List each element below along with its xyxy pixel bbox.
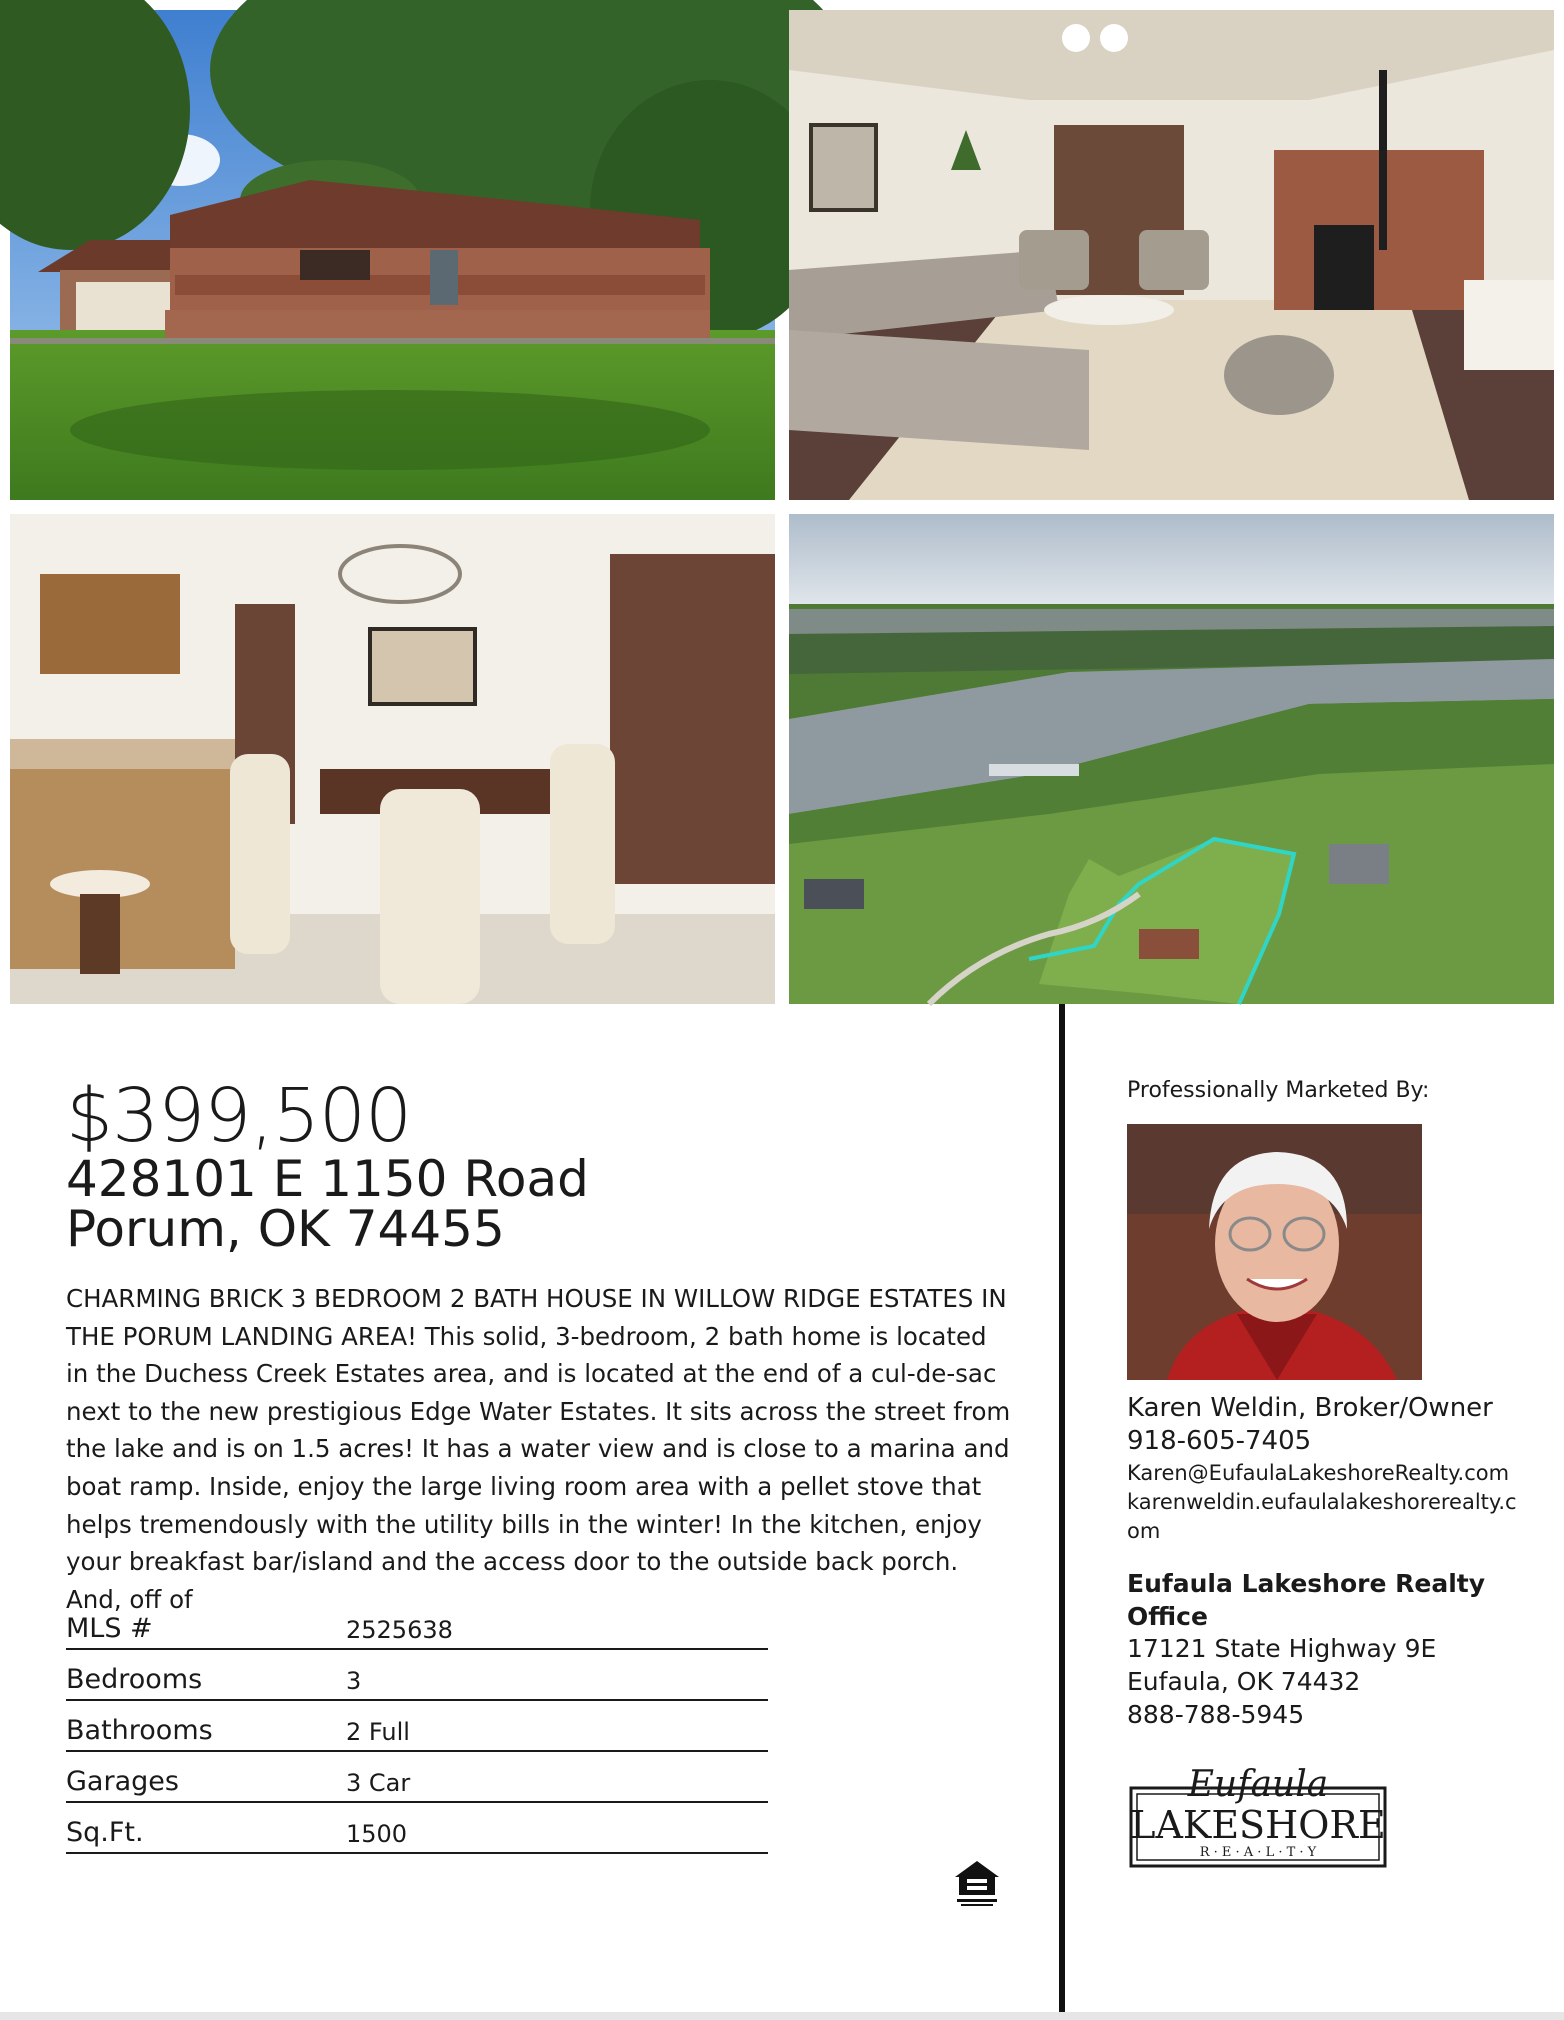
office-city: Eufaula, OK 74432 xyxy=(1127,1667,1361,1696)
fact-label: Garages xyxy=(66,1766,179,1797)
photo-living-room xyxy=(789,10,1554,500)
agent-email-link[interactable]: Karen@EufaulaLakeshoreRealty.com xyxy=(1127,1461,1510,1485)
office-street: 17121 State Highway 9E xyxy=(1127,1634,1437,1663)
brokerage-logo xyxy=(1128,1758,1388,1870)
photo-aerial-lake xyxy=(789,514,1554,1004)
fact-row-bathrooms xyxy=(66,1701,768,1752)
agent-portrait xyxy=(1127,1124,1422,1380)
fact-value: 2 Full xyxy=(346,1718,410,1746)
column-divider xyxy=(1059,1004,1065,2012)
fact-label: Bedrooms xyxy=(66,1664,203,1695)
fact-value: 1500 xyxy=(346,1820,408,1848)
agent-phone[interactable]: 918-605-7405 xyxy=(1127,1426,1312,1456)
agent-website-link[interactable]: karenweldin.eufaulalakeshorerealty.com xyxy=(1127,1490,1517,1543)
office-name: Eufaula Lakeshore Realty Office xyxy=(1127,1569,1486,1631)
fact-value: 3 Car xyxy=(346,1769,411,1797)
photo-dining-room xyxy=(10,514,775,1004)
fact-label: MLS # xyxy=(66,1613,153,1644)
address-street: 428101 E 1150 Road xyxy=(66,1150,589,1208)
address-city: Porum, OK 74455 xyxy=(66,1200,505,1258)
fact-row-mls xyxy=(66,1599,768,1650)
svg-text:Eufaula: Eufaula xyxy=(1187,1764,1329,1805)
photo-house-exterior xyxy=(10,10,775,500)
marketed-by-label: Professionally Marketed By: xyxy=(1127,1078,1430,1103)
listing-description: CHARMING BRICK 3 BEDROOM 2 BATH HOUSE IN WILLOW RIDGE ESTATES IN THE PORUM LANDING AREA! This solid, 3-bedroom, 2 bath home is located in the Duchess Creek Estates area, and is located at the end of a cul-de-sac next to the new prestigious Edge Water Estates. It sits across the street from the lake and is on 1.5 acres! It has a water view and is close to a marina and boat ramp. Inside, enjoy the large living room area with a pellet stove that helps tremendously with the utility bills in the winter! In the kitchen, enjoy your breakfast bar/island and the access door to the outside back porch. And, off of xyxy=(66,1284,1011,1614)
fact-row-garages xyxy=(66,1752,768,1803)
fact-value: 2525638 xyxy=(346,1616,453,1644)
agent-name: Karen Weldin, Broker/Owner xyxy=(1127,1393,1493,1423)
fact-label: Sq.Ft. xyxy=(66,1817,144,1848)
svg-text:R · E · A · L · T · Y: R · E · A · L · T · Y xyxy=(1199,1845,1317,1860)
office-phone[interactable]: 888-788-5945 xyxy=(1127,1700,1305,1729)
fact-value: 3 xyxy=(346,1667,362,1695)
page-bottom-bar xyxy=(0,2012,1564,2020)
listing-price: $399,500 xyxy=(66,1073,412,1159)
fact-row-sqft xyxy=(66,1803,768,1854)
facts-table xyxy=(66,1599,768,1854)
fact-label: Bathrooms xyxy=(66,1715,213,1746)
fact-row-bedrooms xyxy=(66,1650,768,1701)
equal-housing-opportunity-icon xyxy=(951,1857,1003,1909)
svg-text:LAKESHORE: LAKESHORE xyxy=(1130,1803,1386,1847)
